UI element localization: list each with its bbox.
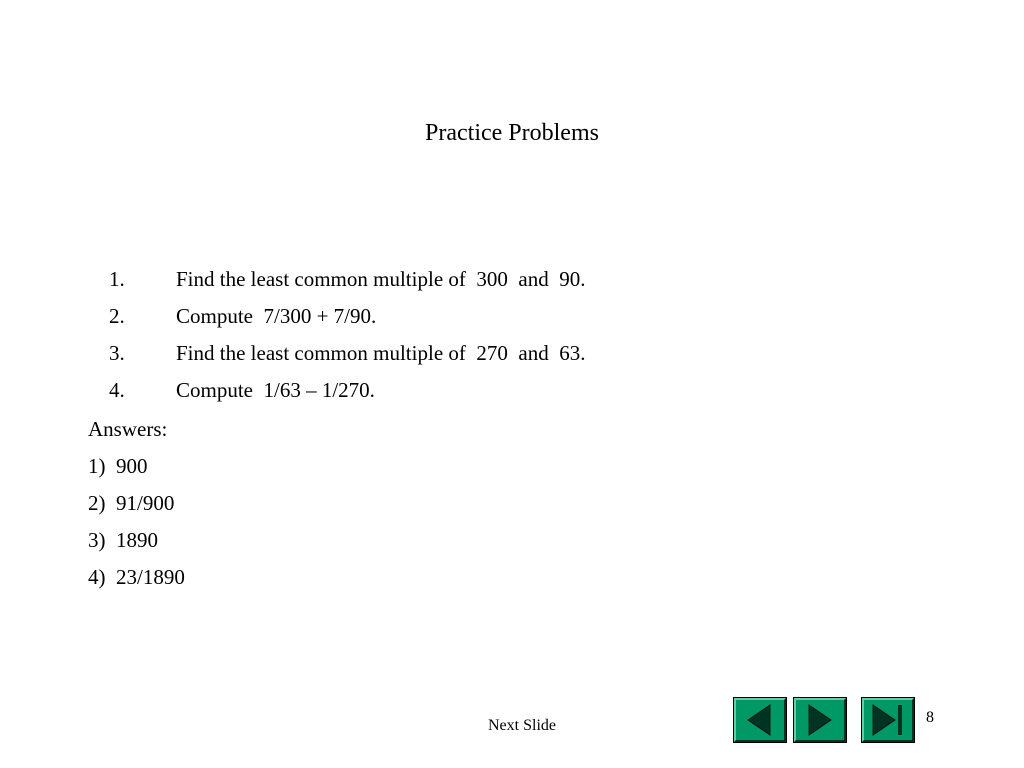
next-triangle-icon [796,700,844,740]
answer-item: 3) 1890 [88,528,158,552]
problem-number: 4. [109,378,125,402]
problem-text: Compute 1/63 – 1/270. [176,378,375,402]
previous-slide-button[interactable] [734,698,786,742]
problem-number: 1. [109,267,125,291]
problem-text: Find the least common multiple of 270 and 63. [176,341,586,365]
problem-number: 2. [109,304,125,328]
last-slide-icon [864,700,912,740]
answers-section [88,412,185,597]
answer-item: 2) 91/900 [88,491,175,515]
problem-list [88,228,586,402]
next-slide-button[interactable] [794,698,846,742]
answer-item: 4) 23/1890 [88,565,185,589]
answer-item: 1) 900 [88,454,148,478]
problem-number: 3. [109,341,125,365]
next-slide-link[interactable]: Next Slide [488,717,556,734]
previous-triangle-icon [736,700,784,740]
problem-text: Find the least common multiple of 300 and 90. [176,267,586,291]
slide-title: Practice Problems [425,120,599,146]
last-slide-button[interactable] [862,698,914,742]
problem-text: Compute 7/300 + 7/90. [176,304,377,328]
answers-heading: Answers: [88,417,168,441]
problem-item [88,228,586,291]
slide-number: 8 [926,709,934,726]
